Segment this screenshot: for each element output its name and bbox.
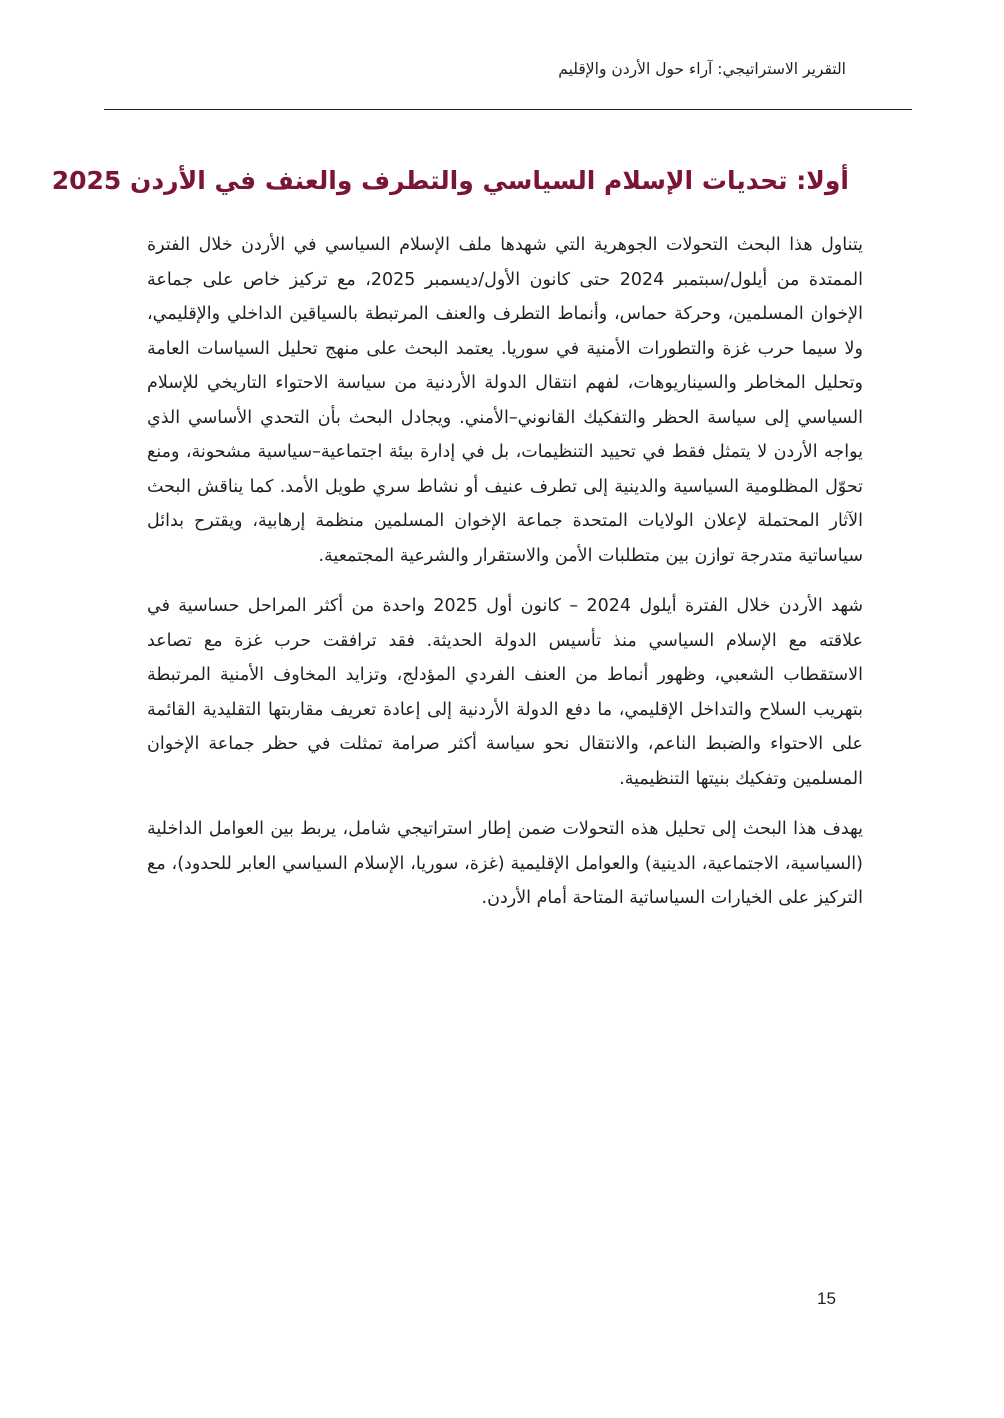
page-number: 15 [817, 1289, 836, 1308]
paragraph-3: يهدف هذا البحث إلى تحليل هذه التحولات ضمن إطار استراتيجي شامل، يربط بين العوامل الداخلية (السياسية، الاجتماعية، الدينية) والعوامل الإقليمية (غزة، سوريا، الإسلام السياسي العابر للحدود)، مع التركيز على الخيارات السياساتية المتاحة أمام الأردن. [147, 819, 863, 908]
header-divider [104, 109, 912, 110]
paragraph-1: يتناول هذا البحث التحولات الجوهرية التي شهدها ملف الإسلام السياسي في الأردن خلال الفترة الممتدة من أيلول/سبتمبر 2024 حتى كانون الأول/ديسمبر 2025، مع تركيز خاص على جماعة الإخوان المسلمين، وحركة حماس، وأنماط التطرف والعنف المرتبطة بالسياقين الداخلي والإقليمي، ولا سيما حرب غزة والتطورات الأمنية في سوريا. يعتمد البحث على منهج تحليل السياسات العامة وتحليل المخاطر والسيناريوهات، لفهم انتقال الدولة الأردنية من سياسة الاحتواء التاريخي للإسلام السياسي إلى سياسة الحظر والتفكيك القانوني–الأمني. ويجادل البحث بأن التحدي الأساسي الذي يواجه الأردن لا يتمثل فقط في تحييد التنظيمات، بل في إدارة بيئة اجتماعية–سياسية مشحونة، ومنع تحوّل المظلومية السياسية والدينية إلى تطرف عنيف أو نشاط سري طويل الأمد. كما يناقش البحث الآثار المحتملة لإعلان الولايات المتحدة جماعة الإخوان المسلمين منظمة إرهابية، ويقترح بدائل سياساتية متدرجة توازن بين متطلبات الأمن والاستقرار والشرعية المجتمعية. [147, 235, 863, 566]
section-title: أولا: تحديات الإسلام السياسي والتطرف والعنف في الأردن 2025 [51, 166, 849, 195]
body-text [147, 228, 863, 932]
running-header: التقرير الاستراتيجي: آراء حول الأردن والإقليم [558, 60, 846, 78]
paragraph-2: شهد الأردن خلال الفترة أيلول 2024 – كانون أول 2025 واحدة من أكثر المراحل حساسية في علاقته مع الإسلام السياسي منذ تأسيس الدولة الحديثة. فقد ترافقت حرب غزة مع تصاعد الاستقطاب الشعبي، وظهور أنماط من العنف الفردي المؤدلج، وتزايد المخاوف الأمنية المرتبطة بتهريب السلاح والتداخل الإقليمي، ما دفع الدولة الأردنية إلى إعادة تعريف مقاربتها التقليدية القائمة على الاحتواء والضبط الناعم، والانتقال نحو سياسة أكثر صرامة تمثلت في حظر جماعة الإخوان المسلمين وتفكيك بنيتها التنظيمية. [147, 596, 863, 789]
